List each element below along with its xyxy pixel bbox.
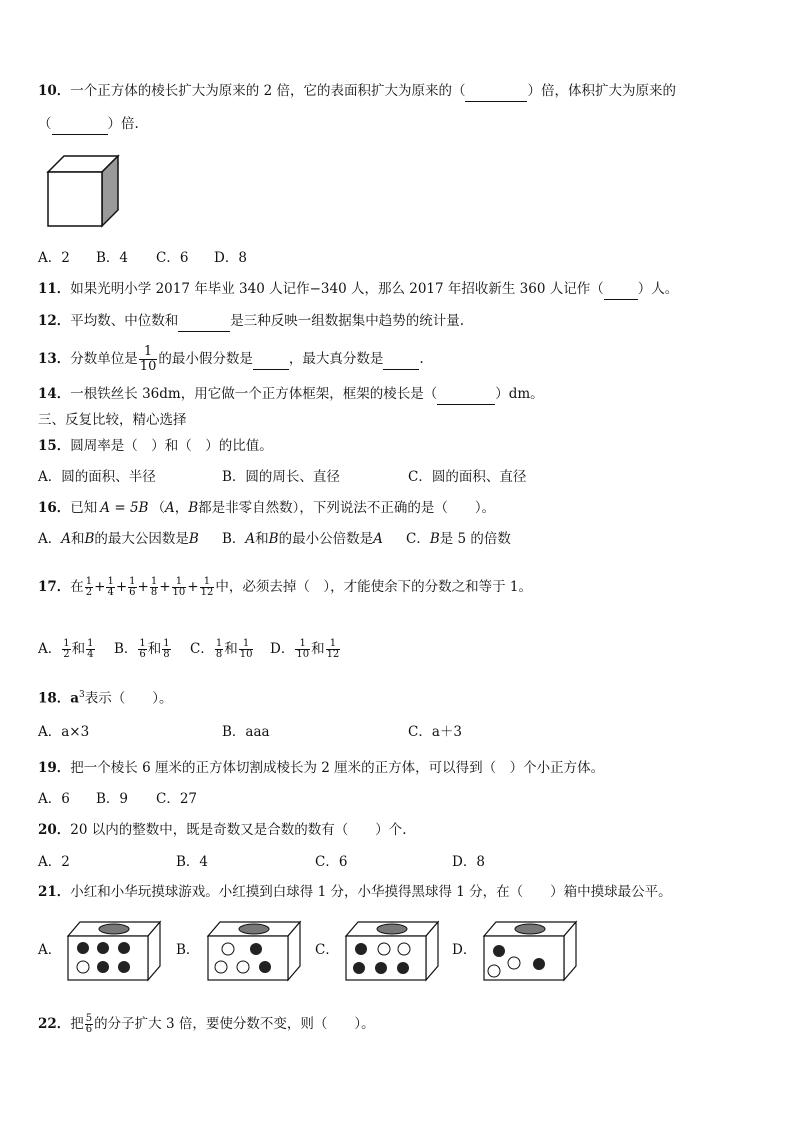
option-a-label[interactable]: A． [38,942,62,958]
question-text: （ [151,500,165,516]
question-text: ， [174,500,189,516]
question-number: 14． [38,386,71,402]
question-18 [38,685,173,709]
math-variable: A [164,500,175,516]
math-variable: a [70,690,80,707]
question-number: 13． [38,351,71,367]
question-number: 21． [38,884,71,900]
option-d[interactable]: D． $\frac{1}{10}$ 和 $\frac{1}{12}$ [270,638,340,660]
question-text: 已知 [70,500,98,516]
option-c[interactable]: C．圆的面积、直径 [408,469,527,485]
answer-blank [465,81,527,102]
question-text: 20 以内的整数中，既是奇数又是合数的数有（ ）个. [70,822,407,838]
question-text: 一个正方体的棱长扩大为原来的 2 倍，它的表面积扩大为原来的（ [70,83,466,99]
fraction: $\frac{1}{10}$ [172,576,186,598]
question-text: 是三种反映一组数据集中趋势的统计量. [230,313,465,329]
option-a[interactable]: A．2 [38,854,70,870]
math-variable: B [188,500,199,516]
question-10 [38,81,676,102]
question-10-cont [38,114,139,135]
option-b[interactable]: B．4 [96,250,129,266]
question-22 [38,1012,375,1036]
fraction: $\frac{5}{6}$ [85,1013,93,1035]
question-20 [38,820,407,840]
option-c[interactable]: C．6 [315,854,348,870]
question-19 [38,758,604,778]
question-text: 圆周率是（ ）和（ ）的比值。 [70,438,273,454]
option-a[interactable]: A． $\frac{1}{2}$ 和 $\frac{1}{4}$ [38,638,94,660]
option-c[interactable]: C．B是 5 的倍数 [406,531,511,547]
option-d-label[interactable]: D． [452,942,477,958]
option-d[interactable]: D．8 [452,854,485,870]
exponent: 3 [79,690,85,700]
answer-blank [383,349,419,370]
question-text: 把一个棱长 6 厘米的正方体切割成棱长为 2 厘米的正方体，可以得到（ ）个小正方体。 [70,760,605,776]
option-b[interactable]: B．4 [176,854,209,870]
option-c[interactable]: C．27 [156,791,198,807]
option-b-label[interactable]: B． [176,942,200,958]
question-text: . [419,351,424,367]
option-a[interactable]: A．a×3 [38,724,90,740]
question-text: 在 [70,579,84,595]
question-text: ，最大真分数是 [288,351,384,367]
question-16 [38,498,495,518]
option-c[interactable]: C．6 [156,250,189,266]
question-number: 19． [38,760,71,776]
option-c-label[interactable]: C． [315,942,339,958]
answer-blank [437,384,495,405]
question-17: 17．在 $\frac{1}{2}$ + $\frac{1}{4}$ + $\frac{1}{6}$ + $\frac{1}{8}$ + $\frac{1}{10}$ + $\frac{1}{12}$ 中，必须去掉（ ），才能使余下的分数之和等于 1。 [38,576,532,598]
question-text: 把 [70,1016,84,1032]
question-15 [38,436,273,456]
question-text: 小红和小华玩摸球游戏。小红摸到白球得 1 分，小华摸得黑球得 1 分，在（ ）箱中摸球最公平。 [70,884,672,900]
ball-box-d[interactable] [482,920,578,982]
fraction: $\frac{1}{10}$ [139,344,157,374]
question-text: 分数单位是 [70,351,138,367]
answer-blank [52,114,108,135]
question-number: 17． [38,579,71,595]
option-a[interactable]: A．6 [38,791,70,807]
math-expression: A = 5B [100,500,149,516]
question-number: 10． [38,83,71,99]
ball-box-c[interactable] [344,920,440,982]
question-12 [38,311,464,332]
question-text: 一根铁丝长 36dm，用它做一个正方体框架，框架的棱长是（ [70,386,438,402]
option-b[interactable]: B．aaa [222,724,270,740]
question-number: 11． [38,281,71,297]
answer-blank [253,349,289,370]
answer-blank [178,311,230,332]
fraction: $\frac{1}{2}$ [85,576,93,598]
option-b[interactable]: B．9 [96,791,129,807]
question-14 [38,384,544,405]
question-text: ）人。 [637,281,679,297]
question-text: 中，必须去掉（ ），才能使余下的分数之和等于 1。 [215,579,532,595]
question-text: 的最小假分数是 [158,351,253,367]
fraction: $\frac{1}{4}$ [107,576,114,598]
section-heading: 三、反复比较，精心选择 [38,412,187,428]
option-a[interactable]: A．A和B的最大公因数是B [38,531,199,547]
question-text: 表示（ ）。 [84,690,173,707]
option-a[interactable]: A．2 [38,250,70,266]
option-b[interactable]: B．A和B的最小公倍数是A [222,531,383,547]
fraction: $\frac{1}{12}$ [200,576,214,598]
question-text: 平均数、中位数和 [70,313,179,329]
question-number: 22． [38,1016,71,1032]
option-c[interactable]: C．a＋3 [408,724,462,740]
question-text: ）倍. [107,116,139,132]
option-c[interactable]: C． $\frac{1}{8}$ 和 $\frac{1}{10}$ [190,638,253,660]
question-text: （ [38,116,52,132]
answer-blank [604,279,638,300]
option-b[interactable]: B． $\frac{1}{6}$ 和 $\frac{1}{8}$ [114,638,170,660]
option-d[interactable]: D．8 [214,250,247,266]
ball-box-a[interactable] [66,920,162,982]
question-text: 都是非零自然数），下列说法不正确的是（ ）。 [198,500,496,516]
question-number: 18． [38,690,71,707]
option-b[interactable]: B．圆的周长、直径 [222,469,340,485]
fraction: $\frac{1}{8}$ [150,576,158,598]
question-text: 的分子扩大 3 倍，要使分数不变，则（ ）。 [94,1016,375,1032]
question-text: ）dm。 [495,386,544,402]
question-number: 12． [38,313,71,329]
question-number: 16． [38,500,71,516]
cube-figure [46,154,122,228]
question-text: 如果光明小学 2017 年毕业 340 人记作−340 人，那么 2017 年招收新生 360 人记作（ [70,281,604,297]
question-text: ）倍，体积扩大为原来的 [527,83,676,99]
question-11 [38,279,678,300]
fraction: $\frac{1}{6}$ [129,576,136,598]
option-a[interactable]: A．圆的面积、半径 [38,469,156,485]
question-number: 15． [38,438,71,454]
question-13 [38,345,424,374]
question-21 [38,882,672,902]
question-number: 20． [38,822,71,838]
ball-box-b[interactable] [206,920,302,982]
